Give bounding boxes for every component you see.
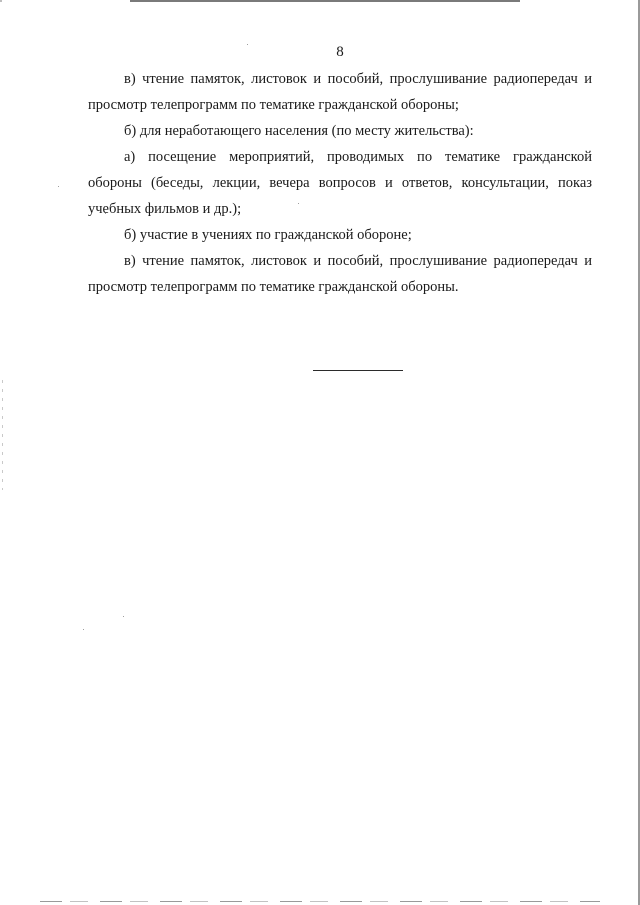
paragraph: б) участие в учениях по гражданской обороне; (124, 227, 412, 243)
scan-bottom-edge (40, 901, 600, 902)
paragraph: в) чтение памяток, листовок и пособий, прослушивание радиопередач и просмотр телепрограмм по тематике гражданской обороны. (88, 253, 592, 295)
scan-speck (83, 629, 84, 630)
paragraph: а) посещение мероприятий, проводимых по тематике гражданской обороны (беседы, лекции, вечера вопросов и ответов, консультации, показ учебных фильмов и др.); (88, 149, 592, 217)
scan-speck (58, 186, 59, 187)
scan-speck (123, 616, 124, 617)
closing-divider (313, 370, 403, 371)
paragraph: в) чтение памяток, листовок и пособий, прослушивание радиопередач и просмотр телепрограмм по тематике гражданской обороны; (88, 71, 592, 113)
scan-left-edge (2, 380, 3, 490)
document-body (88, 66, 592, 300)
page-number: 8 (336, 44, 344, 60)
scan-top-edge (0, 0, 640, 2)
paragraph: б) для неработающего населения (по месту жительства): (124, 123, 474, 139)
